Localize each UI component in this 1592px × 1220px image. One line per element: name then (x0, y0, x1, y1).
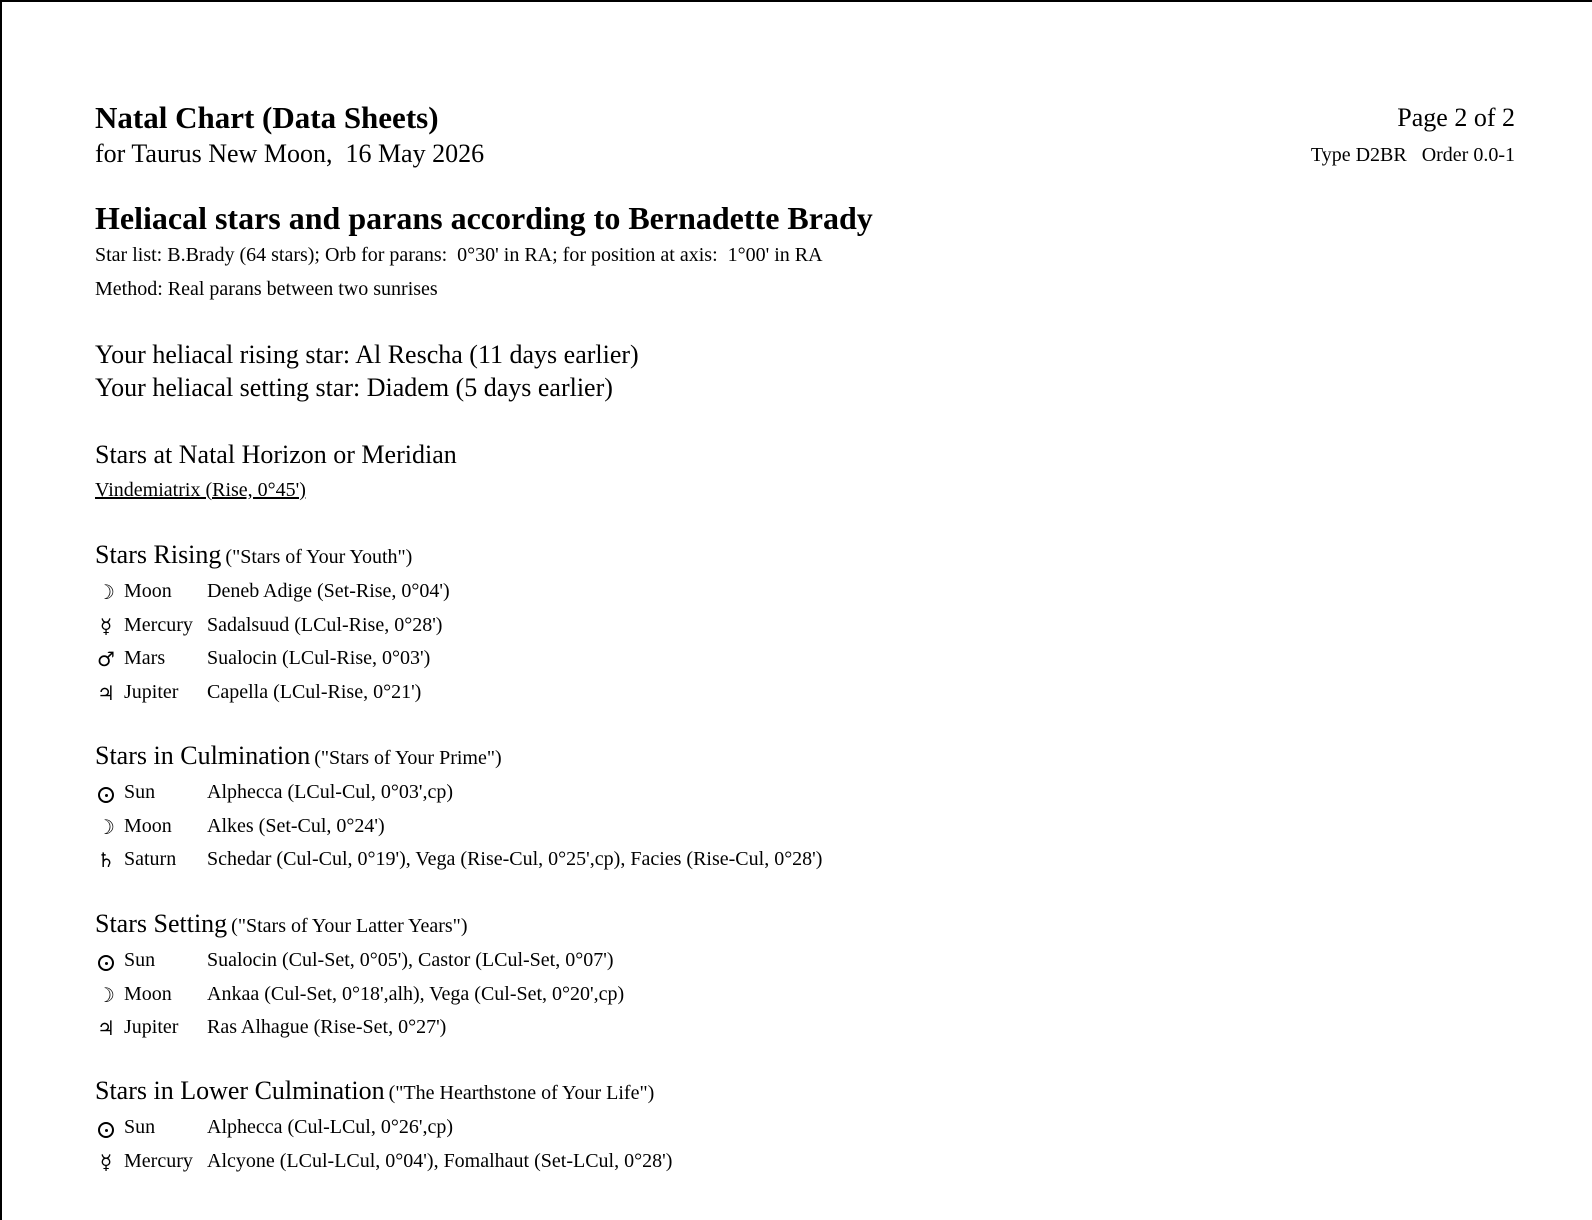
paran-stars: Sualocin (Cul-Set, 0°05'), Castor (LCul-Set, 0°07') (207, 949, 614, 971)
setting-heading-text: Stars Setting (95, 909, 228, 938)
planet-name: Jupiter (124, 680, 179, 703)
lower-culmination-heading-text: Stars in Lower Culmination (95, 1076, 385, 1105)
paran-stars: Alphecca (Cul-LCul, 0°26',cp) (207, 1116, 453, 1138)
paran-stars: Ras Alhague (Rise-Set, 0°27') (207, 1016, 447, 1038)
sun-glyph-shape (98, 787, 114, 803)
paran-stars: Ankaa (Cul-Set, 0°18',alh), Vega (Cul-Set, 0°20',cp) (207, 982, 625, 1005)
mercury-icon: ☿ (99, 613, 113, 638)
saturn-icon: ♄ (97, 848, 115, 872)
planet-name: Saturn (124, 848, 177, 870)
rising-subheading: ("Stars of Your Youth") (225, 546, 413, 568)
paran-stars: Capella (LCul-Rise, 0°21') (207, 680, 422, 703)
heliacal-setting-star: Your heliacal setting star: Diadem (5 days earlier) (95, 373, 613, 402)
planet-name: Sun (124, 781, 156, 803)
paran-stars: Alcyone (LCul-LCul, 0°04'), Fomalhaut (Set-LCul, 0°28') (207, 1149, 673, 1172)
planet-name: Moon (124, 982, 172, 1005)
planet-name: Mercury (124, 613, 193, 636)
paran-stars: Deneb Adige (Set-Rise, 0°04') (207, 580, 450, 602)
planet-name: Sun (124, 949, 156, 971)
type-order-label: Type D2BR Order 0.0-1 (1310, 144, 1515, 166)
document-title: Natal Chart (Data Sheets) (95, 100, 439, 135)
lower-culmination-subheading: ("The Hearthstone of Your Life") (388, 1082, 655, 1104)
method-info: Method: Real parans between two sunrises (95, 278, 438, 300)
sun-glyph-shape (98, 955, 114, 971)
culmination-subheading: ("Stars of Your Prime") (314, 747, 502, 769)
culmination-heading (95, 741, 502, 771)
paran-stars: Schedar (Cul-Cul, 0°19'), Vega (Rise-Cul, 0°25',cp), Facies (Rise-Cul, 0°28') (207, 848, 823, 870)
document-subtitle: for Taurus New Moon, 16 May 2026 (95, 139, 485, 168)
page-left-border (0, 0, 2, 1220)
section-title: Heliacal stars and parans according to Bernadette Brady (95, 200, 873, 236)
planet-name: Moon (124, 580, 172, 602)
mercury-icon: ☿ (99, 1149, 113, 1174)
setting-heading (95, 909, 467, 939)
horizon-heading (95, 440, 457, 470)
rising-heading-text: Stars Rising (95, 540, 222, 569)
jupiter-icon: ♃ (97, 680, 115, 705)
rising-heading (95, 540, 412, 570)
moon-icon: ☽ (97, 814, 115, 839)
paran-stars: Sualocin (LCul-Rise, 0°03') (207, 647, 431, 669)
planet-name: Jupiter (124, 1016, 179, 1038)
planet-name: Sun (124, 1116, 156, 1138)
culmination-heading-text: Stars in Culmination (95, 741, 311, 770)
lower-culmination-heading (95, 1076, 654, 1106)
page-header (95, 100, 1515, 172)
sun-glyph-shape (98, 1122, 114, 1138)
horizon-heading-text: Stars at Natal Horizon or Meridian (95, 440, 457, 469)
sun-icon (95, 781, 117, 805)
page-top-border (0, 0, 1592, 2)
moon-icon: ☽ (97, 982, 115, 1007)
sun-icon (95, 949, 117, 973)
planet-name: Mercury (124, 1149, 193, 1172)
star-list-info: Star list: B.Brady (64 stars); Orb for parans: 0°30' in RA; for position at axis: 1°00' in RA (95, 244, 823, 266)
mars-icon: ♂ (97, 647, 115, 671)
planet-name: Mars (124, 647, 166, 669)
page-number: Page 2 of 2 (1397, 103, 1515, 132)
moon-icon: ☽ (97, 580, 115, 604)
sun-icon (95, 1116, 117, 1140)
data-sheet-page (95, 100, 1515, 1174)
setting-subheading: ("Stars of Your Latter Years") (231, 915, 468, 937)
paran-stars: Sadalsuud (LCul-Rise, 0°28') (207, 613, 443, 636)
horizon-entry: Vindemiatrix (Rise, 0°45') (95, 479, 306, 501)
jupiter-icon: ♃ (97, 1016, 115, 1040)
paran-stars: Alphecca (LCul-Cul, 0°03',cp) (207, 781, 453, 803)
paran-stars: Alkes (Set-Cul, 0°24') (207, 814, 385, 837)
heliacal-rising-star: Your heliacal rising star: Al Rescha (11 days earlier) (95, 340, 639, 369)
planet-name: Moon (124, 814, 172, 837)
